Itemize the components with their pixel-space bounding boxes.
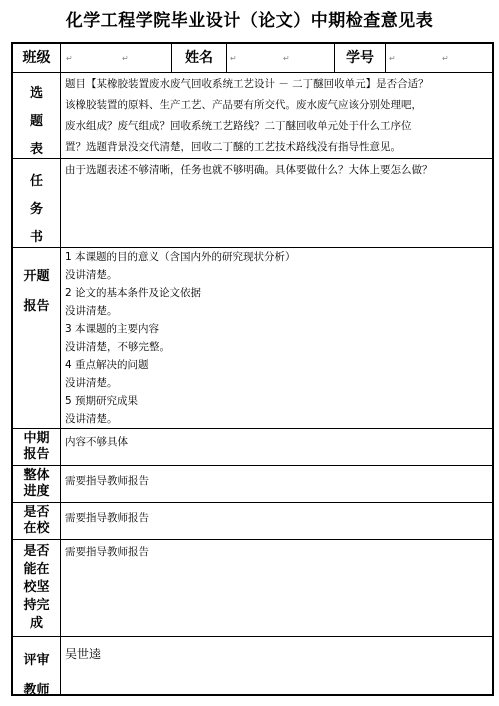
midterm-report-comments: 内容不够具体: [65, 436, 128, 448]
return-mark: ↵: [122, 54, 129, 63]
return-mark: ↵: [66, 54, 73, 63]
topic-comments: 题目【某橡胶装置废水废气回收系统工艺设计 － 二丁醚回收单元】是否合适？ 该橡胶装置的原料、生产工艺、产品要有所交代。废水废气应该分别处理吧， 废水组成？废气组成？回收系统工艺路线？二丁醚回收单元处于什么工序位 置？选题背景没交代清楚，回收二丁醚的工艺技术路线没有指导性意见。: [65, 78, 429, 153]
return-mark: ↵: [442, 54, 449, 63]
row-divider: [13, 539, 492, 540]
task-comments: 由于选题表述不够清晰，任务也就不够明确。具体要做什么？大体上要怎么做？: [65, 164, 433, 176]
class-label: 班级: [22, 50, 51, 66]
can-complete-label: 是否 能在 校坚 持完 成: [23, 544, 50, 631]
row-divider: [13, 428, 492, 429]
can-complete-comments: 需要指导教师报告: [65, 546, 149, 558]
overall-progress-comments: 需要指导教师报告: [65, 475, 149, 487]
id-label: 学号: [346, 50, 374, 66]
row-divider: [13, 465, 492, 466]
return-mark: ↵: [283, 54, 290, 63]
label-column-divider: [60, 44, 61, 694]
reviewer-label: 评审 教师: [23, 653, 50, 698]
return-mark: ↵: [230, 54, 237, 63]
overall-progress-label: 整体 进度: [23, 468, 50, 499]
page-title: 化学工程学院毕业设计（论文）中期检查意见表: [65, 11, 434, 31]
opening-report-comments: 1 本课题的目的意义（含国内外的研究现状分析） 没讲清楚。 2 论文的基本条件及论文依据 没讲清楚。 3 本课题的主要内容 没讲清楚，不够完整。 4 重点解决的问题 没讲清楚。 5 预期研究成果 没讲清楚。: [65, 251, 296, 425]
topic-label: 选 题 表: [29, 86, 43, 157]
row-divider: [13, 158, 492, 159]
opening-report-label: 开题 报告: [23, 269, 50, 314]
return-mark: ↵: [389, 54, 396, 63]
reviewer-name: 吴世逵: [65, 647, 102, 661]
row-divider: [13, 636, 492, 637]
on-campus-label: 是否 在校: [23, 505, 50, 536]
name-label: 姓名: [185, 50, 213, 66]
row-divider: [13, 72, 492, 73]
name-field[interactable]: [227, 44, 334, 72]
inspection-form-table: [11, 42, 494, 696]
id-field[interactable]: [386, 44, 492, 72]
on-campus-comments: 需要指导教师报告: [65, 512, 149, 524]
row-divider: [13, 502, 492, 503]
task-label: 任 务 书: [29, 174, 43, 245]
class-field[interactable]: [61, 44, 171, 72]
midterm-report-label: 中期 报告: [23, 431, 50, 462]
